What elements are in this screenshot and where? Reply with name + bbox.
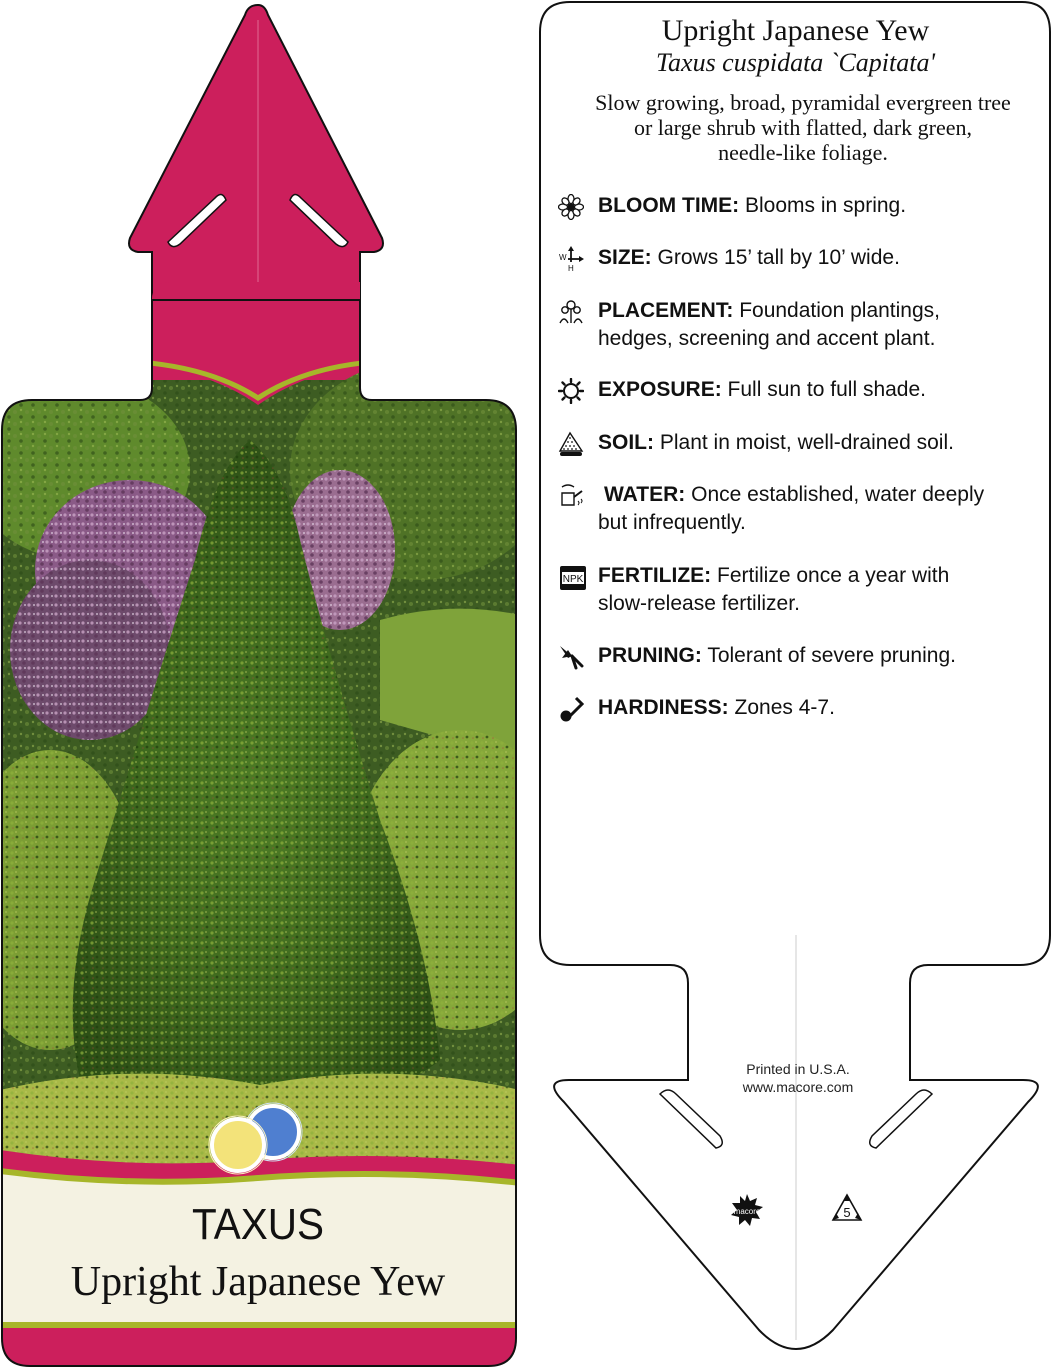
- care-label: HARDINESS:: [598, 696, 729, 719]
- plant-description: [558, 90, 1048, 165]
- description-line: Slow growing, broad, pyramidal evergreen tree: [595, 90, 1011, 115]
- width-letter: W: [559, 253, 567, 262]
- pruning-shears-icon: [558, 644, 584, 670]
- recycle-number: 5: [843, 1205, 851, 1220]
- latin-name: Taxus cuspidata `Capitata': [655, 48, 936, 77]
- care-text: Zones 4-7.: [734, 696, 835, 719]
- macore-logo-text: macore: [733, 1207, 761, 1216]
- sun-icon: [558, 378, 584, 404]
- care-text: Fertilize once a year with: [717, 564, 950, 587]
- care-text-continued: hedges, screening and accent plant.: [598, 327, 936, 350]
- thermometer-icon: [558, 696, 584, 722]
- care-label: FERTILIZE:: [598, 564, 712, 587]
- watering-can-icon: [558, 483, 584, 509]
- shade-blue-dot-badge: [209, 1116, 267, 1174]
- care-label: BLOOM TIME:: [598, 194, 740, 217]
- macore-logo-icon: [730, 1193, 764, 1227]
- care-text: Plant in moist, well-drained soil.: [659, 431, 954, 454]
- care-text: Blooms in spring.: [745, 194, 907, 217]
- plant-genus: TAXUS: [192, 1200, 324, 1249]
- back-tag: [538, 0, 1053, 1369]
- back-title: Upright Japanese Yew: [661, 14, 930, 47]
- care-text-continued: but infrequently.: [598, 511, 746, 534]
- care-label: EXPOSURE:: [598, 378, 722, 401]
- printed-note: [688, 1060, 908, 1096]
- printed-website: www.macore.com: [742, 1079, 854, 1095]
- size-arrows-icon: [558, 246, 584, 272]
- care-label: SIZE:: [598, 246, 652, 269]
- recycle-5-icon: [830, 1192, 864, 1226]
- height-letter: H: [568, 264, 574, 272]
- care-label: WATER:: [604, 483, 686, 506]
- description-line: needle-like foliage.: [718, 140, 888, 165]
- care-text: Grows 15’ tall by 10’ wide.: [657, 246, 900, 269]
- front-tag: [0, 0, 520, 1369]
- care-text: Once established, water deeply: [691, 483, 985, 506]
- plant-photo: [0, 360, 520, 1180]
- soil-trowel-icon: [558, 431, 584, 457]
- front-tag-shape: [0, 0, 520, 1369]
- care-label: PRUNING:: [598, 644, 702, 667]
- placement-plants-icon: [558, 299, 584, 325]
- care-label: PLACEMENT:: [598, 299, 734, 322]
- npk-text: NPK: [562, 574, 584, 585]
- care-text: Full sun to full shade.: [727, 378, 926, 401]
- npk-bag-icon: [558, 564, 588, 592]
- tag-arrow-tab: [129, 5, 383, 300]
- care-text: Tolerant of severe pruning.: [707, 644, 956, 667]
- plant-common-name: Upright Japanese Yew: [70, 1259, 446, 1305]
- flower-icon: [558, 194, 584, 220]
- care-text-continued: slow-release fertilizer.: [598, 592, 800, 615]
- description-line: or large shrub with flatted, dark green,: [633, 115, 973, 140]
- care-text: Foundation plantings,: [739, 299, 940, 322]
- care-label: SOIL:: [598, 431, 654, 454]
- printed-country: Printed in U.S.A.: [746, 1061, 850, 1077]
